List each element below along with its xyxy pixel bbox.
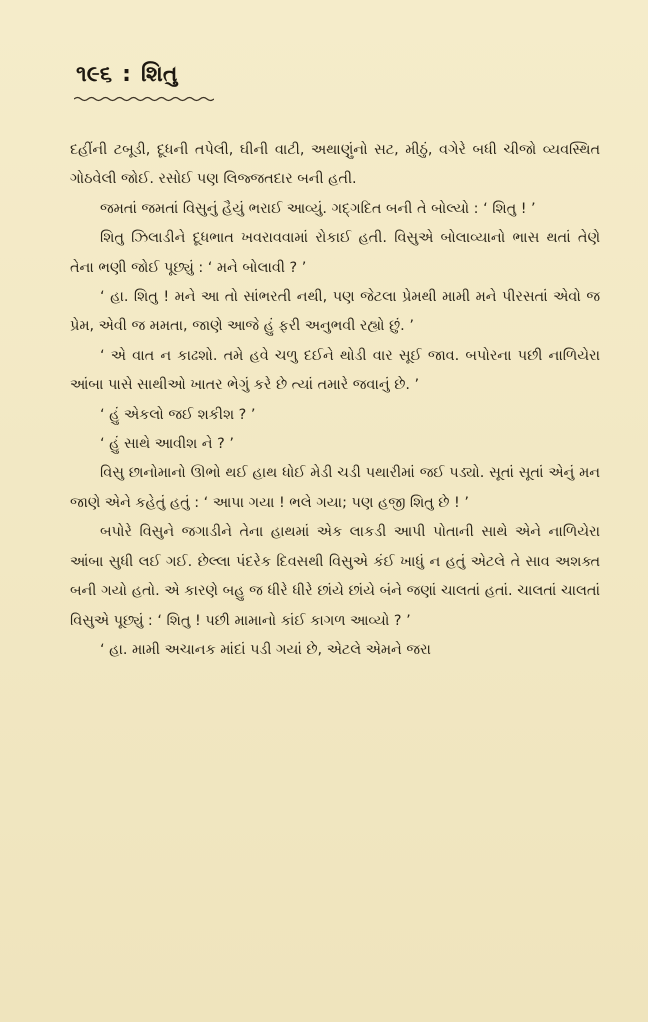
paragraph: ‘ એ વાત ન કાઢશો. તમે હવે ચળુ દઈને થોડી વાર સૂઈ જાવ. બપોરના પછી નાળિયેરા આંબા પાસે સાથીઓ ખાતર ભેગું કરે છે ત્યાં તમારે જવાનું છે. ’ — [70, 347, 600, 394]
paragraph: ‘ હા. શિતુ ! મને આ તો સાંભરતી નથી, પણ જેટલા પ્રેમથી મામી મને પીરસતાં એવો જ પ્રેમ, એવી જ મમતા, જાણે આજે હું ફરી અનુભવી રહ્યો છું. ’ — [70, 289, 600, 335]
paragraph: ‘ હું એકલો જઈ શકીશ ? ’ — [100, 406, 256, 423]
paragraph: વિસુ છાનોમાનો ઊભો થઈ હાથ ધોઈ મેડી ચડી પથારીમાં જઈ પડ્યો. સૂતાં સૂતાં એનું મન જાણે એને કહેતું હતું : ‘ આપા ગયા ! ભલે ગયા; પણ હજી શિતુ છે ! ’ — [70, 465, 600, 511]
chapter-title: શિતુ — [140, 62, 178, 87]
decorative-wavy-rule — [74, 96, 214, 102]
paragraph: શિતુ ઝિલાડીને દૂધભાત ખવરાવવામાં રોકાઈ હતી. વિસુએ બોલાવ્યાનો ભાસ થતાં તેણે તેના ભણી જોઈ પૂછ્યું : ‘ મને બોલાવી ? ’ — [70, 230, 600, 276]
page-number: ૧૯૬ — [76, 62, 113, 87]
paragraph: ‘ હું સાથે આવીશ ને ? ’ — [100, 436, 234, 453]
head-separator: : — [122, 62, 131, 87]
paragraph: દહીંની ટબૂડી, દૂધની તપેલી, ઘીની વાટી, અથાણુંનો સટ, મીઠું, વગેરે બધી ચીજો વ્યવસ્થિત ગોઠવેલી જોઈ. રસોઈ પણ લિજ્જતદાર બની હતી. — [70, 142, 600, 188]
paragraph: જમતાં જમતાં વિસુનું હૈયું ભરાઈ આવ્યું. ગદ્ગદિત બની તે બોલ્યો : ‘ શિતુ ! ’ — [100, 200, 536, 217]
paragraph: બપોરે વિસુને જગાડીને તેના હાથમાં એક લાકડી આપી પોતાની સાથે એને નાળિયેરા આંબા સુધી લઈ ગઈ. છેલ્લા પંદરેક દિવસથી વિસુએ કંઈ ખાધું ન હતું એટલે તે સાવ અશક્ત બની ગયો હતો. એ કારણે બહુ જ ધીરે ધીરે છાંયે છાંયે બંને જણાં ચાલતાં હતાં. ચાલતાં ચાલતાં વિસુએ પૂછ્યું : ‘ શિતુ ! પછી મામાનો કાંઈ કાગળ આવ્યો ? ’ — [70, 524, 600, 629]
running-head — [76, 62, 600, 87]
paragraph: ‘ હા. મામી અચાનક માંદાં પડી ગયાં છે, એટલે એમને જરા — [100, 641, 431, 658]
body-text — [70, 136, 600, 665]
